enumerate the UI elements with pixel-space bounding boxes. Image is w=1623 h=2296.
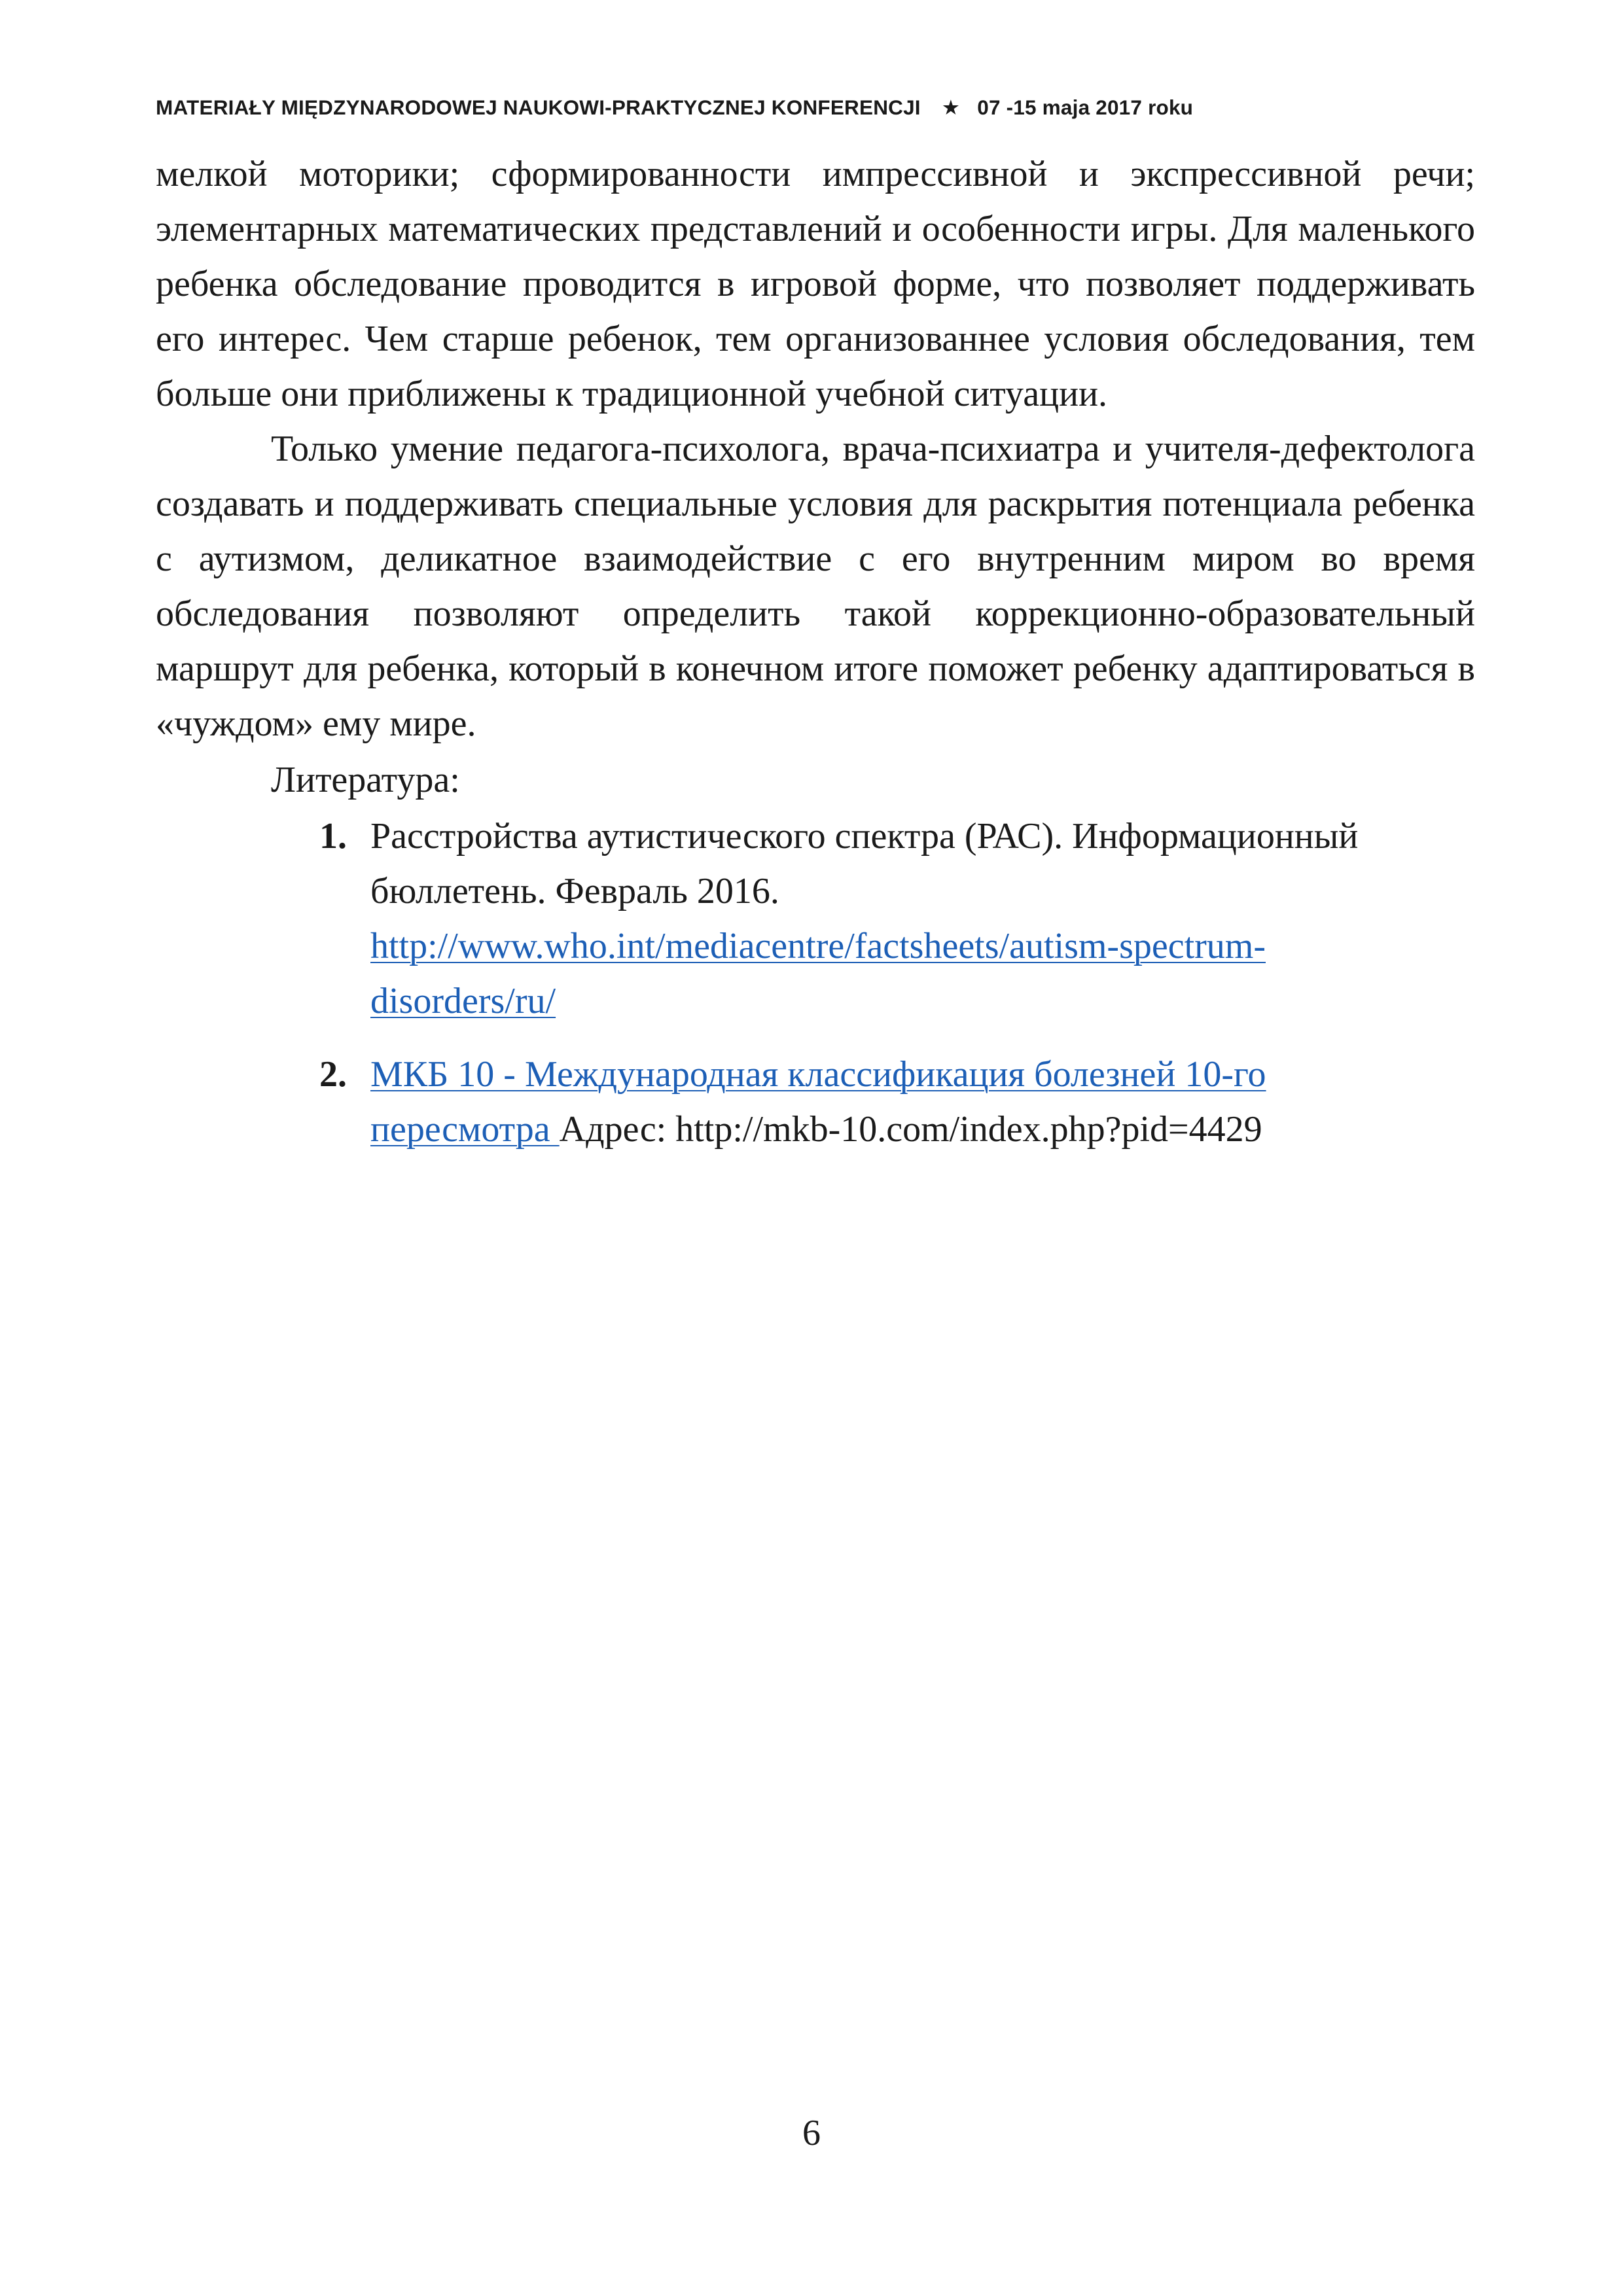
reference-text: Расстройства аутистического спектра (РАС). Информационный бюллетень. Февраль 2016. bbox=[370, 816, 1359, 911]
reference-item-2 bbox=[156, 1047, 1475, 1157]
paragraph-2: Только умение педагога-психолога, врача-психиатра и учителя-дефектолога создавать и поддерживать специальные условия для раскрытия потенциала ребенка с аутизмом, деликатное взаимодействие с его внутренним миром во время обследования позволяют определить такой коррекционно-образовательный маршрут для ребенка, который в конечном итоге поможет ребенку адаптироваться в «чуждом» ему мире. bbox=[156, 429, 1475, 744]
header-title: MATERIAŁY MIĘDZYNARODOWEJ NAUKOWI-PRAKTYCZNEJ KONFERENCJI bbox=[156, 96, 921, 119]
paragraph-1: мелкой моторики; сформированности импрессивной и экспрессивной речи; элементарных математических представлений и особенности игры. Для маленького ребенка обследование проводится в игровой форме, что позволяет поддерживать его интерес. Чем старше ребенок, тем организованнее условия обследования, тем больше они приближены к традиционной учебной ситуации. bbox=[156, 154, 1475, 414]
reference-number: 2. bbox=[319, 1054, 347, 1095]
star-icon: ★ bbox=[941, 96, 961, 119]
page-number: 6 bbox=[802, 2113, 821, 2153]
who-autism-link[interactable]: http://www.who.int/mediacentre/factsheets/autism-spectrum-disorders/ru/ bbox=[370, 926, 1266, 1021]
running-header bbox=[156, 96, 1465, 120]
reference-number: 1. bbox=[319, 816, 347, 857]
reference-list bbox=[156, 809, 1475, 1157]
mkb10-link[interactable]: МКБ 10 - Международная классификация болезней 10-го пересмотра bbox=[370, 1054, 1266, 1150]
literature-heading: Литература: bbox=[271, 760, 460, 800]
header-dates: 07 -15 maja 2017 roku bbox=[977, 96, 1194, 119]
article-body bbox=[156, 147, 1475, 1175]
reference-item-1 bbox=[156, 809, 1475, 1029]
reference-address: Адрес: http://mkb-10.com/index.php?pid=4429 bbox=[559, 1109, 1262, 1150]
